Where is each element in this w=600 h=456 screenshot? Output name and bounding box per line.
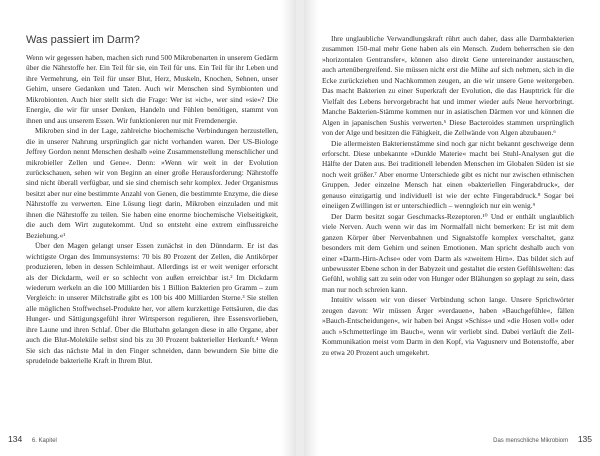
right-page bbox=[304, 0, 600, 456]
page-number: 134 bbox=[8, 434, 23, 444]
running-head: Das menschliche Mikrobiom bbox=[493, 438, 569, 444]
gutter-shadow bbox=[282, 0, 296, 456]
left-footer bbox=[8, 434, 57, 444]
left-page bbox=[0, 0, 296, 456]
paragraph: Ihre unglaubliche Verwandlungskraft rührt auch daher, dass alle Darmbakterien zusammen 150-mal mehr Gene haben als ein Mensch. Zudem beherrschen sie den »horizontalen Gentransfer«, können also direkt Gene untereinander austauschen, auch artenübergreifend. Sie müssen nicht erst die Mühe auf sich nehmen, sich in die Ecke zurückziehen und Nachkommen zeugen, an die wir unsere Gene weitergeben. Das macht Bakterien zu einer Superkraft der Evolution, die das Haupttrick für die Vielfalt des Lebens hervorgebracht hat und immer wieder aufs Neue hervorbringt. Manche Bakterien-Stämme kommen nur in asiatischen Därmen vor und können die Algen in japanischen Sushis verwerten.⁵ Diese Bacteroides stammen ursprünglich von der Alge und besitzen die Fähigkeit, die Zellwände von Algen abzubauen.⁶ bbox=[322, 34, 574, 138]
right-body-text bbox=[322, 34, 574, 358]
gutter-shadow bbox=[304, 0, 318, 456]
paragraph: Die allermeisten Bakterienstämme sind noch gar nicht bekannt geschweige denn erforscht. Diese unbekannte »Dunkle Materie« macht bei Stuhl-Analysen gut die Hälfte der Daten aus. Bei traditionell lebenden Menschen im Globalen Süden ist sie noch weit größer.⁷ Aber enorme Unterschiede gibt es nicht nur zwischen ethnischen Gruppen. Jeder einzelne Mensch hat einen »bakteriellen Fingerabdruck«, der genauso einzigartig und individuell ist wie der echte Fingerabdruck.⁸ Sogar bei eineiigen Zwillingen ist er unterschiedlich – wenngleich nur ein wenig.⁹ bbox=[322, 138, 574, 211]
page-number: 135 bbox=[577, 434, 592, 444]
paragraph: Über den Magen gelangt unser Essen zunächst in den Dünndarm. Er ist das wichtigste Organ des Immunsystems: 70 bis 80 Prozent der Zellen, die Antikörper produzieren, leben in dessen Schleimhaut. Allerdings ist er weit weniger erforscht als der Dickdarm, weil er so schlecht von außen erreichbar ist.² Im Dickdarm wiederum werkeln an die 100 Milliarden bis 1 Billion Bakterien pro Gramm – zum Vergleich: in unserer Milchstraße gibt es 100 bis 400 Milliarden Sterne.³ Sie stellen alle möglichen Stoffwechsel-Produkte her, vor allem kurzkettige Fettsäuren, die das Hunger- und Sättigungsgefühl ihrer Wirtsperson regulieren, ihre Essensvorlieben, ihre Laune und ihren Schlaf. Über die Blutbahn gelangen diese in alle Organe, aber auch die Blut-Moleküle selbst sind bis zu 30 Prozent bakterieller Herkunft.⁴ Wenn Sie sich das nächste Mal in den Finger schneiden, dann bewundern Sie bitte die sprudelnde bakterielle Kraft in Ihrem Blut. bbox=[26, 241, 278, 366]
left-body-text bbox=[26, 53, 278, 367]
paragraph: Wenn wir gegessen haben, machen sich rund 500 Mikrobenarten in unserem Gedärm über die Nährstoffe her. Ein Teil für sie, ein Teil für uns. Ein Teil für ihr Leben und ihre Vermehrung, ein Teil für unser Blut, Herz, Muskeln, Knochen, Sehnen, unser Gehirn, unsere Gedanken und Taten. Auch wir Menschen sind Symbionten und Mikrobionten. Auch hier stellt sich die Frage: Wer ist »ich«, wer sind »sie«? Die Energie, die wir für unser Denken, Handeln und Fühlen benötigen, stammt von ihnen und aus unserem Essen. Wir funktionieren nur mit Fremdenergie. bbox=[26, 53, 278, 125]
paragraph: Mikroben sind in der Lage, zahlreiche biochemische Verbindungen herzustellen, die in unserer Nahrung ursprünglich gar nicht vorhanden waren. Der US-Biologe Jeffrey Gordon nennt Menschen deshalb »eine Zusammenstellung menschlicher und mikrobieller Zellen und Gene«. Denn: »Wenn wir weit in der Evolution zurückschauen, sehen wir von Beginn an einer große Herausforderung: Nährstoffe sind nicht überall verfügbar, und sie sind chemisch sehr komplex. Jeder Organismus besitzt aber nur eine bestimmte Anzahl von Genen, die bestimmte Enzyme, die diese Nährstoffe zu verwerten. Eine Lösung liegt darin, Mikroben einzuladen und mit ihnen die Nährstoffe zu teilen. Sie haben eine enorme biochemische Vielseitigkeit, die auch dem Wirt zugutekommt. Und so entsteht eine extrem einflussreiche Beziehung.«¹ bbox=[26, 126, 278, 240]
right-footer bbox=[493, 434, 592, 444]
section-heading: Was passiert im Darm? bbox=[26, 34, 140, 46]
paragraph: Intuitiv wissen wir von dieser Verbindung schon lange. Unsere Sprichwörter zeugen davon: Wir müssen Ärger »verdauen«, haben »Bauchgefühle«, fällen »Bauch-Entscheidungen«, wir haben bei Angst »Schiss« und »die Hosen voll« oder auch »Schmetterlinge im Bauch«, wenn wir verliebt sind. Dabei verläuft die Zell-Kommunikation meist vom Darm in den Kopf, via Vagusnerv und Botenstoffe, aber zu etwa 20 Prozent auch umgekehrt. bbox=[322, 295, 574, 357]
paragraph: Der Darm besitzt sogar Geschmacks-Rezeptoren.¹⁰ Und er enthält unglaublich viele Nerven. Auch wenn wir das im Normalfall nicht bemerken: Er ist mit dem ganzen Körper über Nervenbahnen und Signalstoffe komplex verschaltet, ganz besonders mit dem Gehirn und seinen Emotionen. Man spricht deshalb auch von einer »Darm-Hirn-Achse« oder vom Darm als »zweitem Hirn«. Das bildet sich auf unbewusster Ebene schon in der Babyzeit und gestaltet die ersten Gefühlswelten: das Gefühl, wohlig satt zu sein oder von Hunger oder Blähungen so geplagt zu sein, dass man nur noch schreien kann. bbox=[322, 211, 574, 294]
running-head: 6. Kapitel bbox=[31, 438, 57, 444]
